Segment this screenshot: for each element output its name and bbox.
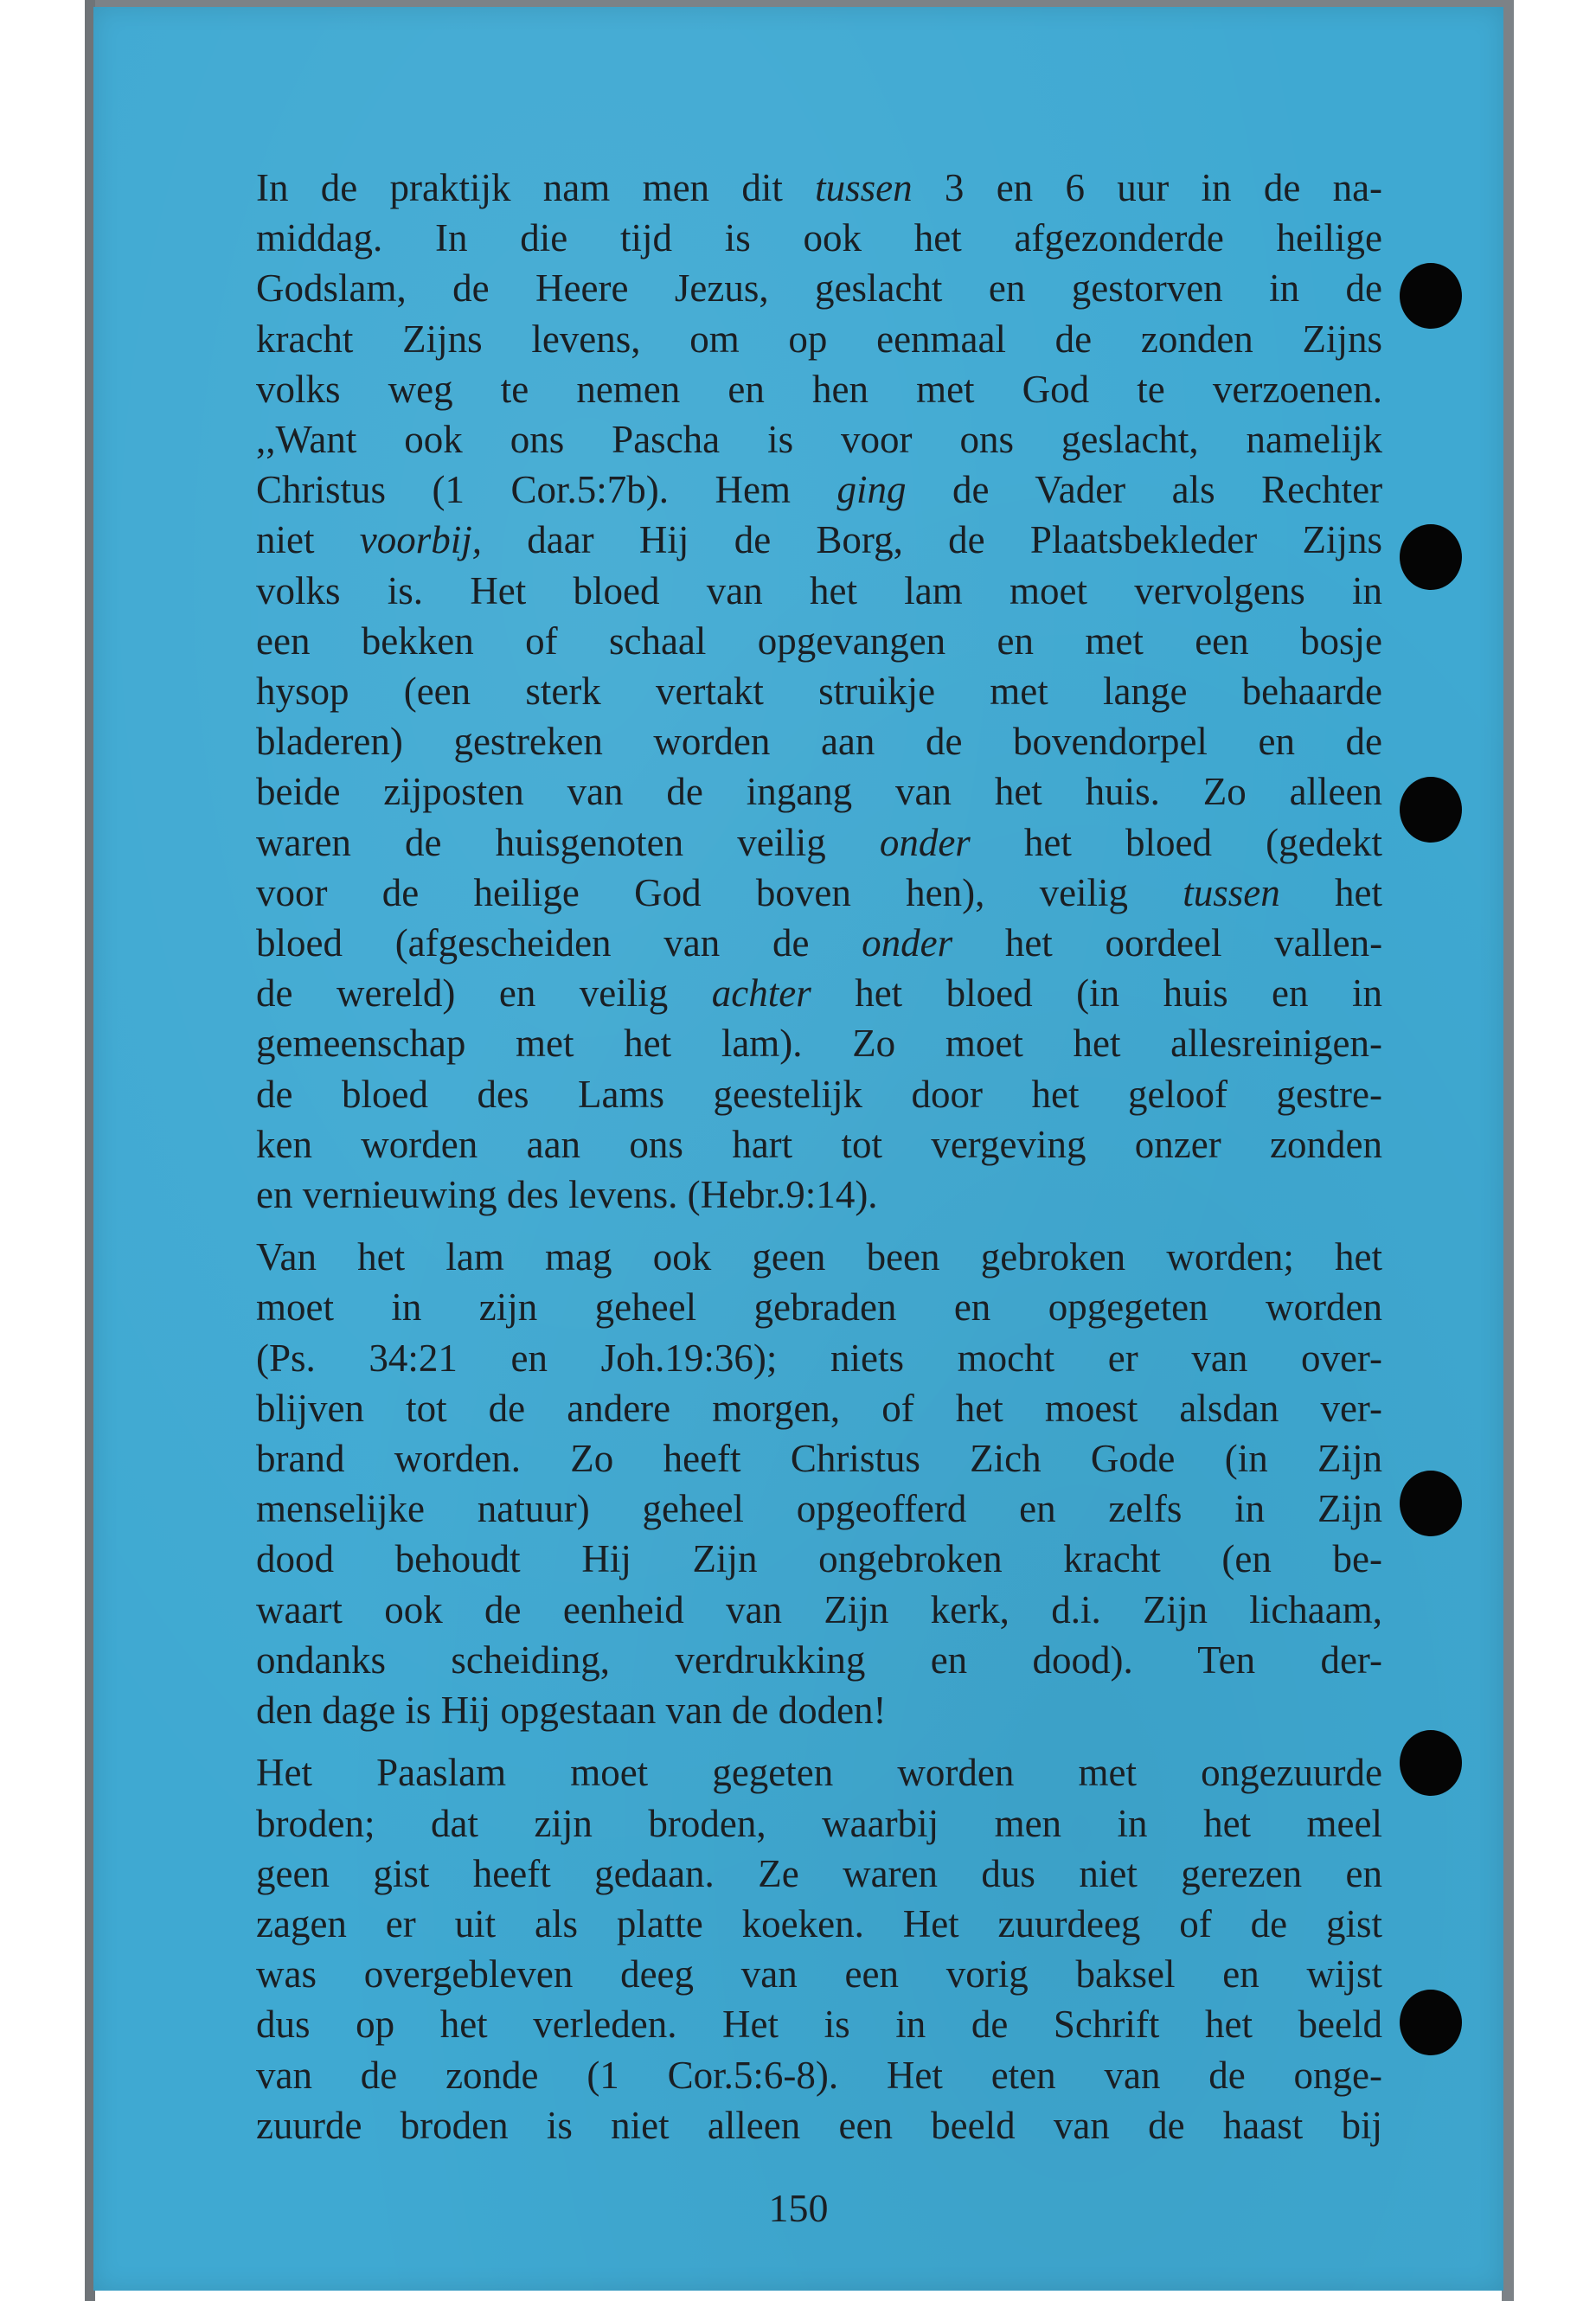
text-line: Het Paaslam moet gegeten worden met ongezuurde: [256, 1751, 1382, 1795]
text-line: (Ps. 34:21 en Joh.19:36); niets mocht er van over-: [256, 1336, 1382, 1380]
punch-hole: [1400, 1990, 1462, 2055]
text-line: hysop (een sterk vertakt struikje met lange behaarde: [256, 670, 1382, 714]
text-line: voor de heilige God boven hen), veilig tussen het: [256, 870, 1382, 914]
page-body: [256, 163, 1382, 2163]
text-line: beide zijposten van de ingang van het huis. Zo alleen: [256, 770, 1382, 814]
text-line: blijven tot de andere morgen, of het moest alsdan ver-: [256, 1386, 1382, 1430]
text-line: ondanks scheiding, verdrukking en dood). Ten der-: [256, 1638, 1382, 1682]
paragraph-3: [256, 1747, 1382, 2150]
text-line: waart ook de eenheid van Zijn kerk, d.i. Zijn lichaam,: [256, 1587, 1382, 1631]
text-line: volks is. Het bloed van het lam moet vervolgens in: [256, 568, 1382, 612]
paragraph-1: [256, 163, 1382, 1220]
paragraph-2: [256, 1232, 1382, 1735]
text-line: ,,Want ook ons Pascha is voor ons geslacht, namelijk: [256, 418, 1382, 462]
text-line: Godslam, de Heere Jezus, geslacht en gestorven in de: [256, 266, 1382, 311]
text-line: bloed (afgescheiden van de onder het oordeel vallen-: [256, 921, 1383, 965]
text-line: den dage is Hij opgestaan van de doden!: [256, 1689, 887, 1733]
scan-edge-right: [1502, 0, 1514, 2301]
text-line: geen gist heeft gedaan. Ze waren dus niet gerezen en: [256, 1851, 1382, 1895]
page-number: 150: [768, 2186, 829, 2230]
text-line: brand worden. Zo heeft Christus Zich Gode (in Zijn: [256, 1437, 1382, 1481]
text-line: In de praktijk nam men dit tussen 3 en 6 uur in de na-: [256, 166, 1383, 209]
punch-hole: [1400, 524, 1462, 590]
text-line: dood behoudt Hij Zijn ongebroken kracht (en be-: [256, 1537, 1382, 1581]
punch-hole: [1400, 1471, 1462, 1536]
text-line: dus op het verleden. Het is in de Schrift het beeld: [256, 2003, 1382, 2047]
text-line: volks weg te nemen en hen met God te verzoenen.: [256, 367, 1382, 411]
punch-hole: [1400, 777, 1462, 843]
text-line: de wereld) en veilig achter het bloed (in huis en in: [256, 971, 1383, 1016]
text-line: kracht Zijns levens, om op eenmaal de zonden Zijns: [256, 317, 1382, 361]
book-page: [93, 7, 1503, 2291]
text-line: was overgebleven deeg van een vorig baksel en wijst: [256, 1952, 1382, 1997]
text-line: van de zonde (1 Cor.5:6-8). Het eten van de onge-: [256, 2053, 1382, 2097]
text-line: middag. In die tijd is ook het afgezonderde heilige: [256, 216, 1382, 260]
text-line: de bloed des Lams geestelijk door het geloof gestre-: [256, 1072, 1382, 1116]
text-line: waren de huisgenoten veilig onder het bloed (gedekt: [256, 820, 1383, 864]
text-line: Christus (1 Cor.5:7b). Hem ging de Vader als Rechter: [256, 468, 1383, 512]
text-line: gemeenschap met het lam). Zo moet het allesreinigen-: [256, 1022, 1382, 1066]
punch-hole: [1400, 1730, 1462, 1796]
text-line: een bekken of schaal opgevangen en met een bosje: [256, 619, 1382, 663]
text-line: moet in zijn geheel gebraden en opgegeten worden: [256, 1285, 1382, 1330]
text-line: Van het lam mag ook geen been gebroken worden; het: [256, 1235, 1382, 1279]
text-line: ken worden aan ons hart tot vergeving onzer zonden: [256, 1122, 1382, 1166]
text-line: zuurde broden is niet alleen een beeld van de haast bij: [256, 2103, 1382, 2147]
text-line: bladeren) gestreken worden aan de bovendorpel en de: [256, 720, 1382, 764]
text-line: zagen er uit als platte koeken. Het zuurdeeg of de gist: [256, 1901, 1382, 1945]
text-line: broden; dat zijn broden, waarbij men in het meel: [256, 1801, 1382, 1845]
punch-hole: [1400, 263, 1462, 329]
text-line: menselijke natuur) geheel opgeofferd en zelfs in Zijn: [256, 1487, 1382, 1531]
text-line: en vernieuwing des levens. (Hebr.9:14).: [256, 1173, 878, 1217]
text-line: niet voorbij, daar Hij de Borg, de Plaatsbekleder Zijns: [256, 518, 1383, 562]
